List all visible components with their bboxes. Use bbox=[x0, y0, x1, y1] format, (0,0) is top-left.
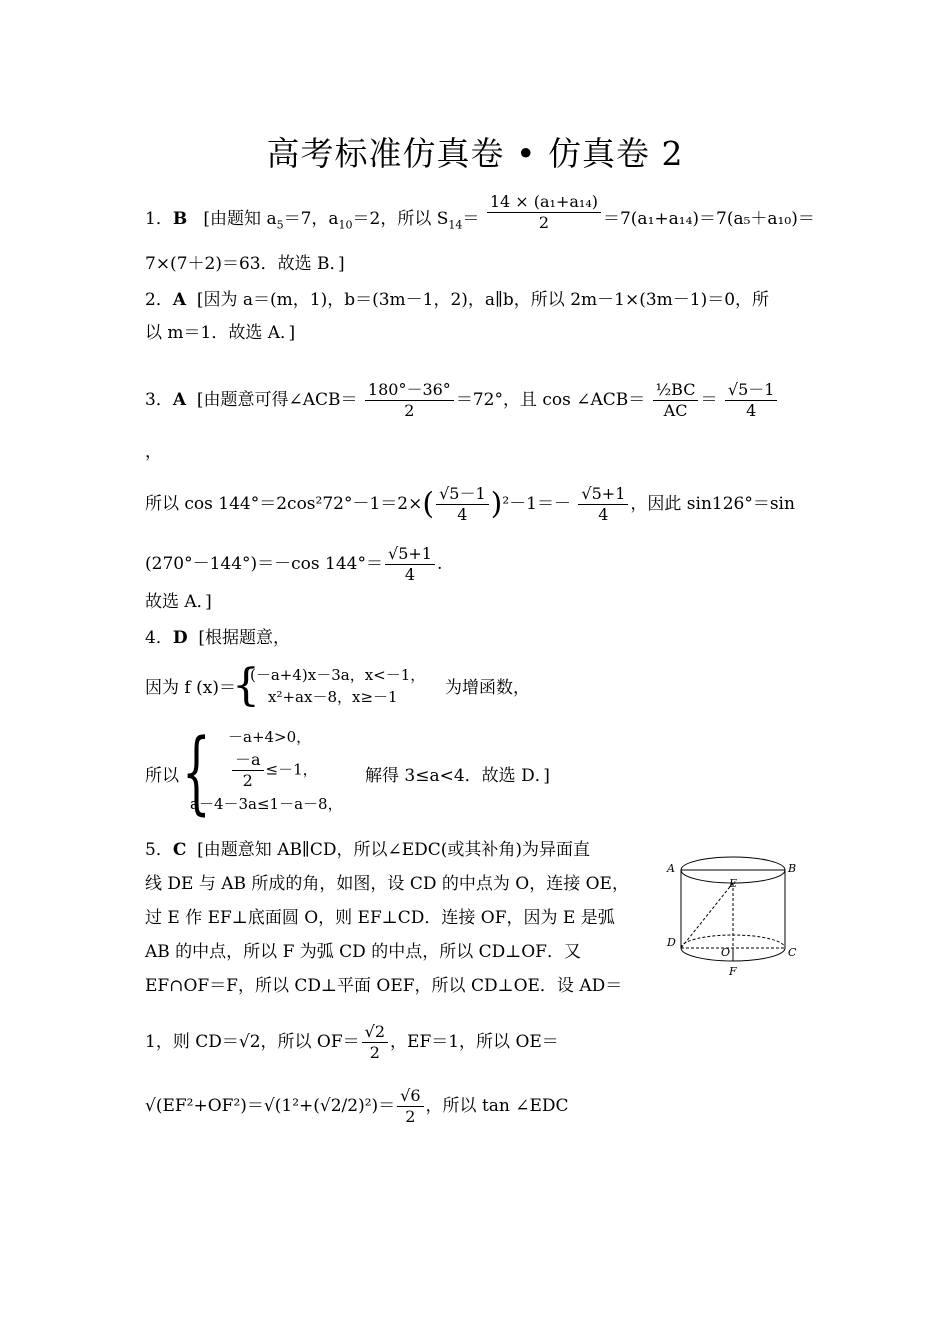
q3-line3: (270°－144°)＝－cos 144°＝ $\frac{√5+1}{4}$ . bbox=[145, 544, 443, 584]
q2-line2: 以 m＝1．故选 A．] bbox=[145, 323, 296, 343]
q4-line3-lead: 所以 bbox=[145, 766, 179, 786]
q5-line5: EF∩OF＝F，所以 CD⊥平面 OEF，所以 CD⊥OE．设 AD＝ bbox=[145, 976, 623, 996]
label-c: C bbox=[788, 946, 797, 959]
q3-line4: 故选 A．] bbox=[145, 592, 212, 612]
q4-piecewise: { (－a+4)x－3a，x<－1， x²+ax－8，x≥－1 bbox=[232, 660, 426, 711]
label-o: O bbox=[721, 946, 731, 959]
q3-fraction-2: $\frac{\text{½BC}}{AC}$ bbox=[653, 380, 699, 421]
q4-line1: 4．D [根据题意， bbox=[145, 628, 291, 648]
q1-line1: 1．B [由题知 $a_5=7$，$a_{10}=2$，所以 $S_{14}=$ $\frac{\text{14 × (a₁+a₁₄)}}{2}$ ＝7(a₁+a₁₄)＝7(a₅＋a₁₀)＝ bbox=[145, 192, 815, 232]
q5-line7: √(EF²+OF²)＝√(1²+(√2/2)²)＝ $\frac{√6}{2}$ ，所以 tan ∠EDC bbox=[145, 1086, 569, 1126]
label-f: F bbox=[729, 965, 737, 978]
q1-answer: B bbox=[172, 209, 188, 229]
q4-line2-lead: 因为 f (x)＝ bbox=[145, 678, 236, 698]
q5-line1: 5．C [由题意知 AB∥CD，所以∠EDC(或其补角)为异面直 bbox=[145, 840, 591, 860]
q3-comma: ， bbox=[145, 442, 162, 462]
segment-de bbox=[681, 883, 733, 948]
q4-system: { －a+4>0， $\frac{-a}{2}$ ≤－1， a－4－3a≤1－a－8， bbox=[182, 720, 343, 825]
q3-fraction-1: $\frac{180^\circ-36^\circ}{2}$ bbox=[365, 380, 454, 421]
q2-line1: 2．A [因为 a＝(m，1)，b＝(3m－1，2)，a∥b，所以 2m－1×(3m－1)＝0，所 bbox=[145, 290, 770, 310]
bottom-back-arc bbox=[681, 935, 785, 948]
q5-line6: 1，则 CD＝√2，所以 OF＝ $\frac{√2}{2}$ ，EF＝1，所以 OE＝ bbox=[145, 1022, 559, 1062]
q1-fraction: $\frac{\text{14 × (a₁+a₁₄)}}{2}$ bbox=[487, 192, 601, 233]
q1-line2: 7×(7＋2)＝63．故选 B．] bbox=[145, 254, 345, 274]
q4-line3-tail: 解得 3≤a<4．故选 D．] bbox=[365, 766, 550, 786]
q3-line1: 3．A [由题意可得∠ACB＝ $\frac{180^\circ-36^\circ}{2}$ ＝72°，且 cos ∠ACB＝ $\frac{\text{½BC}}{AC}$ ＝ $\frac{√5-1}{4}$ bbox=[145, 380, 779, 421]
cylinder-figure bbox=[665, 848, 800, 978]
label-b: B bbox=[788, 862, 797, 875]
q5-line4: AB 的中点，所以 F 为弧 CD 的中点，所以 CD⊥OF．又 bbox=[145, 942, 581, 962]
label-e: E bbox=[729, 877, 738, 890]
page-title: 高考标准仿真卷 • 仿真卷 2 bbox=[266, 134, 684, 173]
q3-fraction-3: $\frac{√5-1}{4}$ bbox=[725, 380, 778, 421]
q1-number: 1． bbox=[145, 209, 173, 229]
q5-line2: 线 DE 与 AB 所成的角，如图，设 CD 的中点为 O，连接 OE， bbox=[145, 874, 629, 894]
q4-line2-tail: 为增函数， bbox=[445, 678, 530, 698]
label-a: A bbox=[667, 862, 675, 875]
q5-line3: 过 E 作 EF⊥底面圆 O，则 EF⊥CD．连接 OF，因为 E 是弧 bbox=[145, 908, 615, 928]
q3-line2: 所以 cos 144°＝2cos²72°－1＝2×( $\frac{√5-1}{4}$ )²－1＝－ $\frac{√5+1}{4}$ ，因此 sin126°＝sin bbox=[145, 484, 795, 524]
label-d: D bbox=[667, 936, 676, 949]
